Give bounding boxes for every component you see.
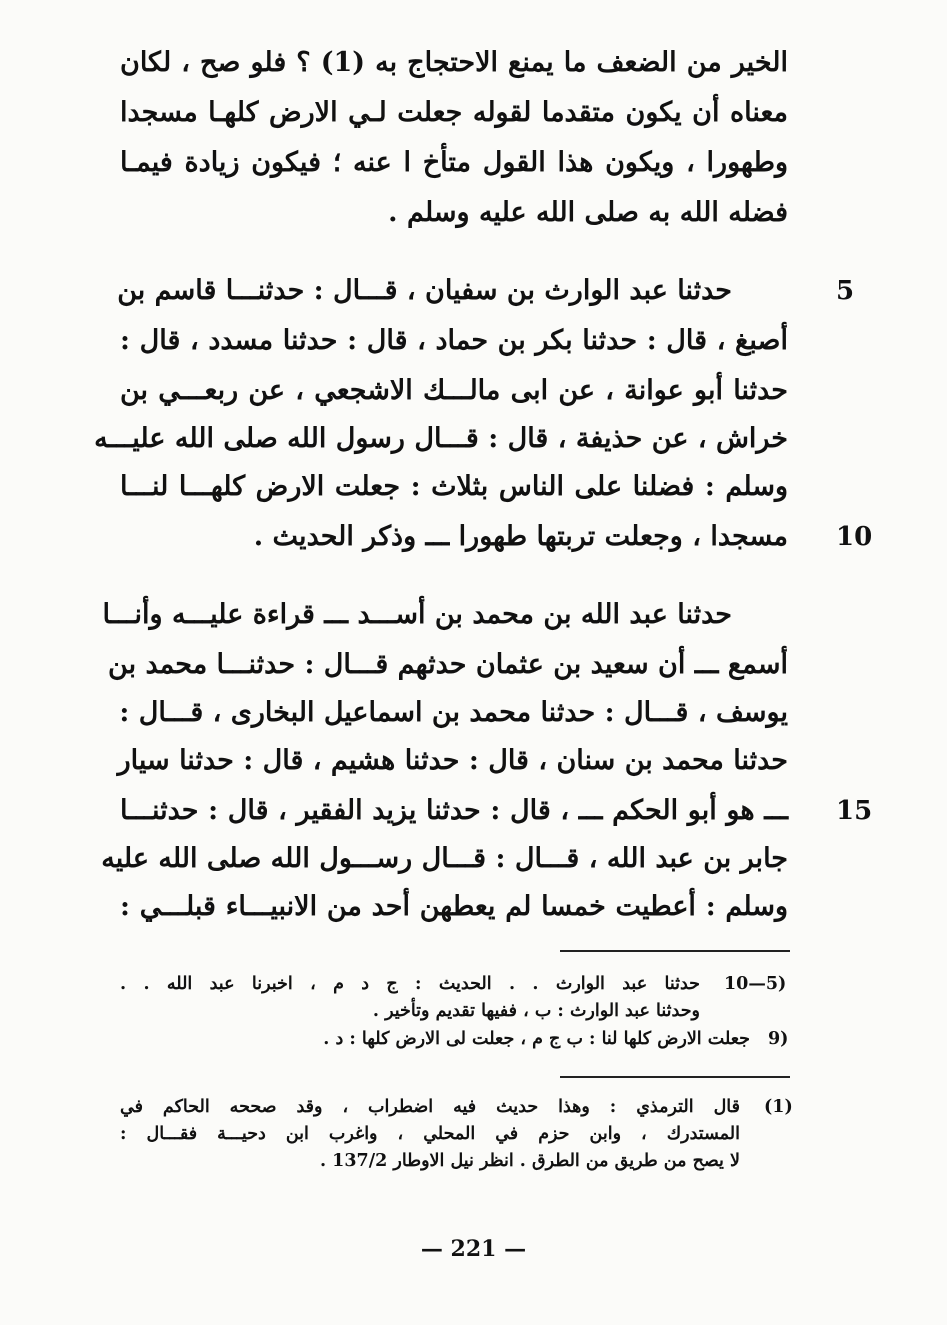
line-number-10: 10	[836, 522, 873, 552]
footnote-rule	[560, 1076, 790, 1078]
apparatus-rule	[560, 950, 790, 952]
footnote-line: لا يصح من طريق من الطرق . انظر نيل الاوطار 137/2 .	[319, 1151, 740, 1171]
page-number: — 221 —	[420, 1236, 527, 1262]
text-line: خراش ، عن حذيفة ، قال : قـــال رسول الله صلى الله عليـــه	[94, 423, 788, 454]
text-line: وسلم : أعطيت خمسا لم يعطهن أحد من الانبيـــاء قبلـــي :	[120, 891, 788, 922]
footnote-line: قال الترمذي : وهذا حديث فيه اضطراب ، وقد صححه الحاكم في	[120, 1097, 740, 1117]
text-line: حدثنا عبد الله بن محمد بن أســـد ـــ قراءة عليـــه وأنـــا	[102, 599, 732, 630]
variant-ref: 9)	[768, 1029, 789, 1049]
text-line: معناه أن يكون متقدما لقوله جعلت لـي الارض كلهـا مسجدا	[120, 97, 788, 128]
text-line: أصبغ ، قال : حدثنا بكر بن حماد ، قال : حدثنا مسدد ، قال :	[120, 325, 788, 356]
text-line: يوسف ، قـــال : حدثنا محمد بن اسماعيل البخارى ، قـــال :	[119, 697, 788, 728]
text-line: حدثنا محمد بن سنان ، قال : حدثنا هشيم ، قال : حدثنا سيار	[117, 745, 788, 776]
text-line: حدثنا أبو عوانة ، عن ابى مالـــك الاشجعي ، عن ربعـــي بن	[120, 375, 788, 406]
line-number-5: 5	[836, 276, 855, 306]
text-line: فضله الله به صلى الله عليه وسلم .	[388, 197, 788, 228]
footnote-ref: (1)	[764, 1097, 793, 1117]
footnote-line: المستدرك ، وابن حزم في المحلي ، واغرب ابن دحيـــة فقـــال :	[120, 1124, 740, 1144]
variant-line: حدثنا عبد الوارث . . الحديث : ج د م ، اخبرنا عبد الله . .	[120, 974, 700, 994]
paragraph-2	[94, 268, 788, 568]
text-line: الخير من الضعف ما يمنع الاحتجاج به (1) ؟ فلو صح ، لكان	[120, 47, 788, 78]
text-line: حدثنا عبد الوارث بن سفيان ، قـــال : حدثنـــا قاسم بن	[117, 275, 732, 306]
variant-line: وحدثنا عبد الوارث : ب ، ففيها تقديم وتأخير .	[372, 1001, 700, 1021]
text-line: وسلم : فضلنا على الناس بثلاث : جعلت الارض كلهـــا لنـــا	[120, 471, 788, 502]
text-line: وطهورا ، ويكون هذا القول متأخ ا عنه ؛ فيكون زيادة فيمـا	[120, 147, 788, 178]
paragraph-1	[120, 40, 788, 240]
text-line: مسجدا ، وجعلت تربتها طهورا ـــ وذكر الحديث .	[253, 521, 788, 552]
variant-ref: 10—5)	[724, 974, 787, 994]
text-line: أسمع ـــ أن سعيد بن عثمان حدثهم قـــال : حدثنـــا محمد بن	[108, 649, 788, 680]
text-line: جابر بن عبد الله ، قـــال : قـــال رســـول الله صلى الله عليه	[101, 843, 788, 874]
variant-line: جعلت الارض كلها لنا : ب ج م ، جعلت لى الارض كلها : د .	[323, 1029, 750, 1049]
line-number-15: 15	[836, 796, 873, 826]
text-line: ـــ هو أبو الحكم ـــ ، قال : حدثنا يزيد الفقير ، قال : حدثنـــا	[120, 795, 788, 826]
paragraph-3	[101, 592, 788, 942]
